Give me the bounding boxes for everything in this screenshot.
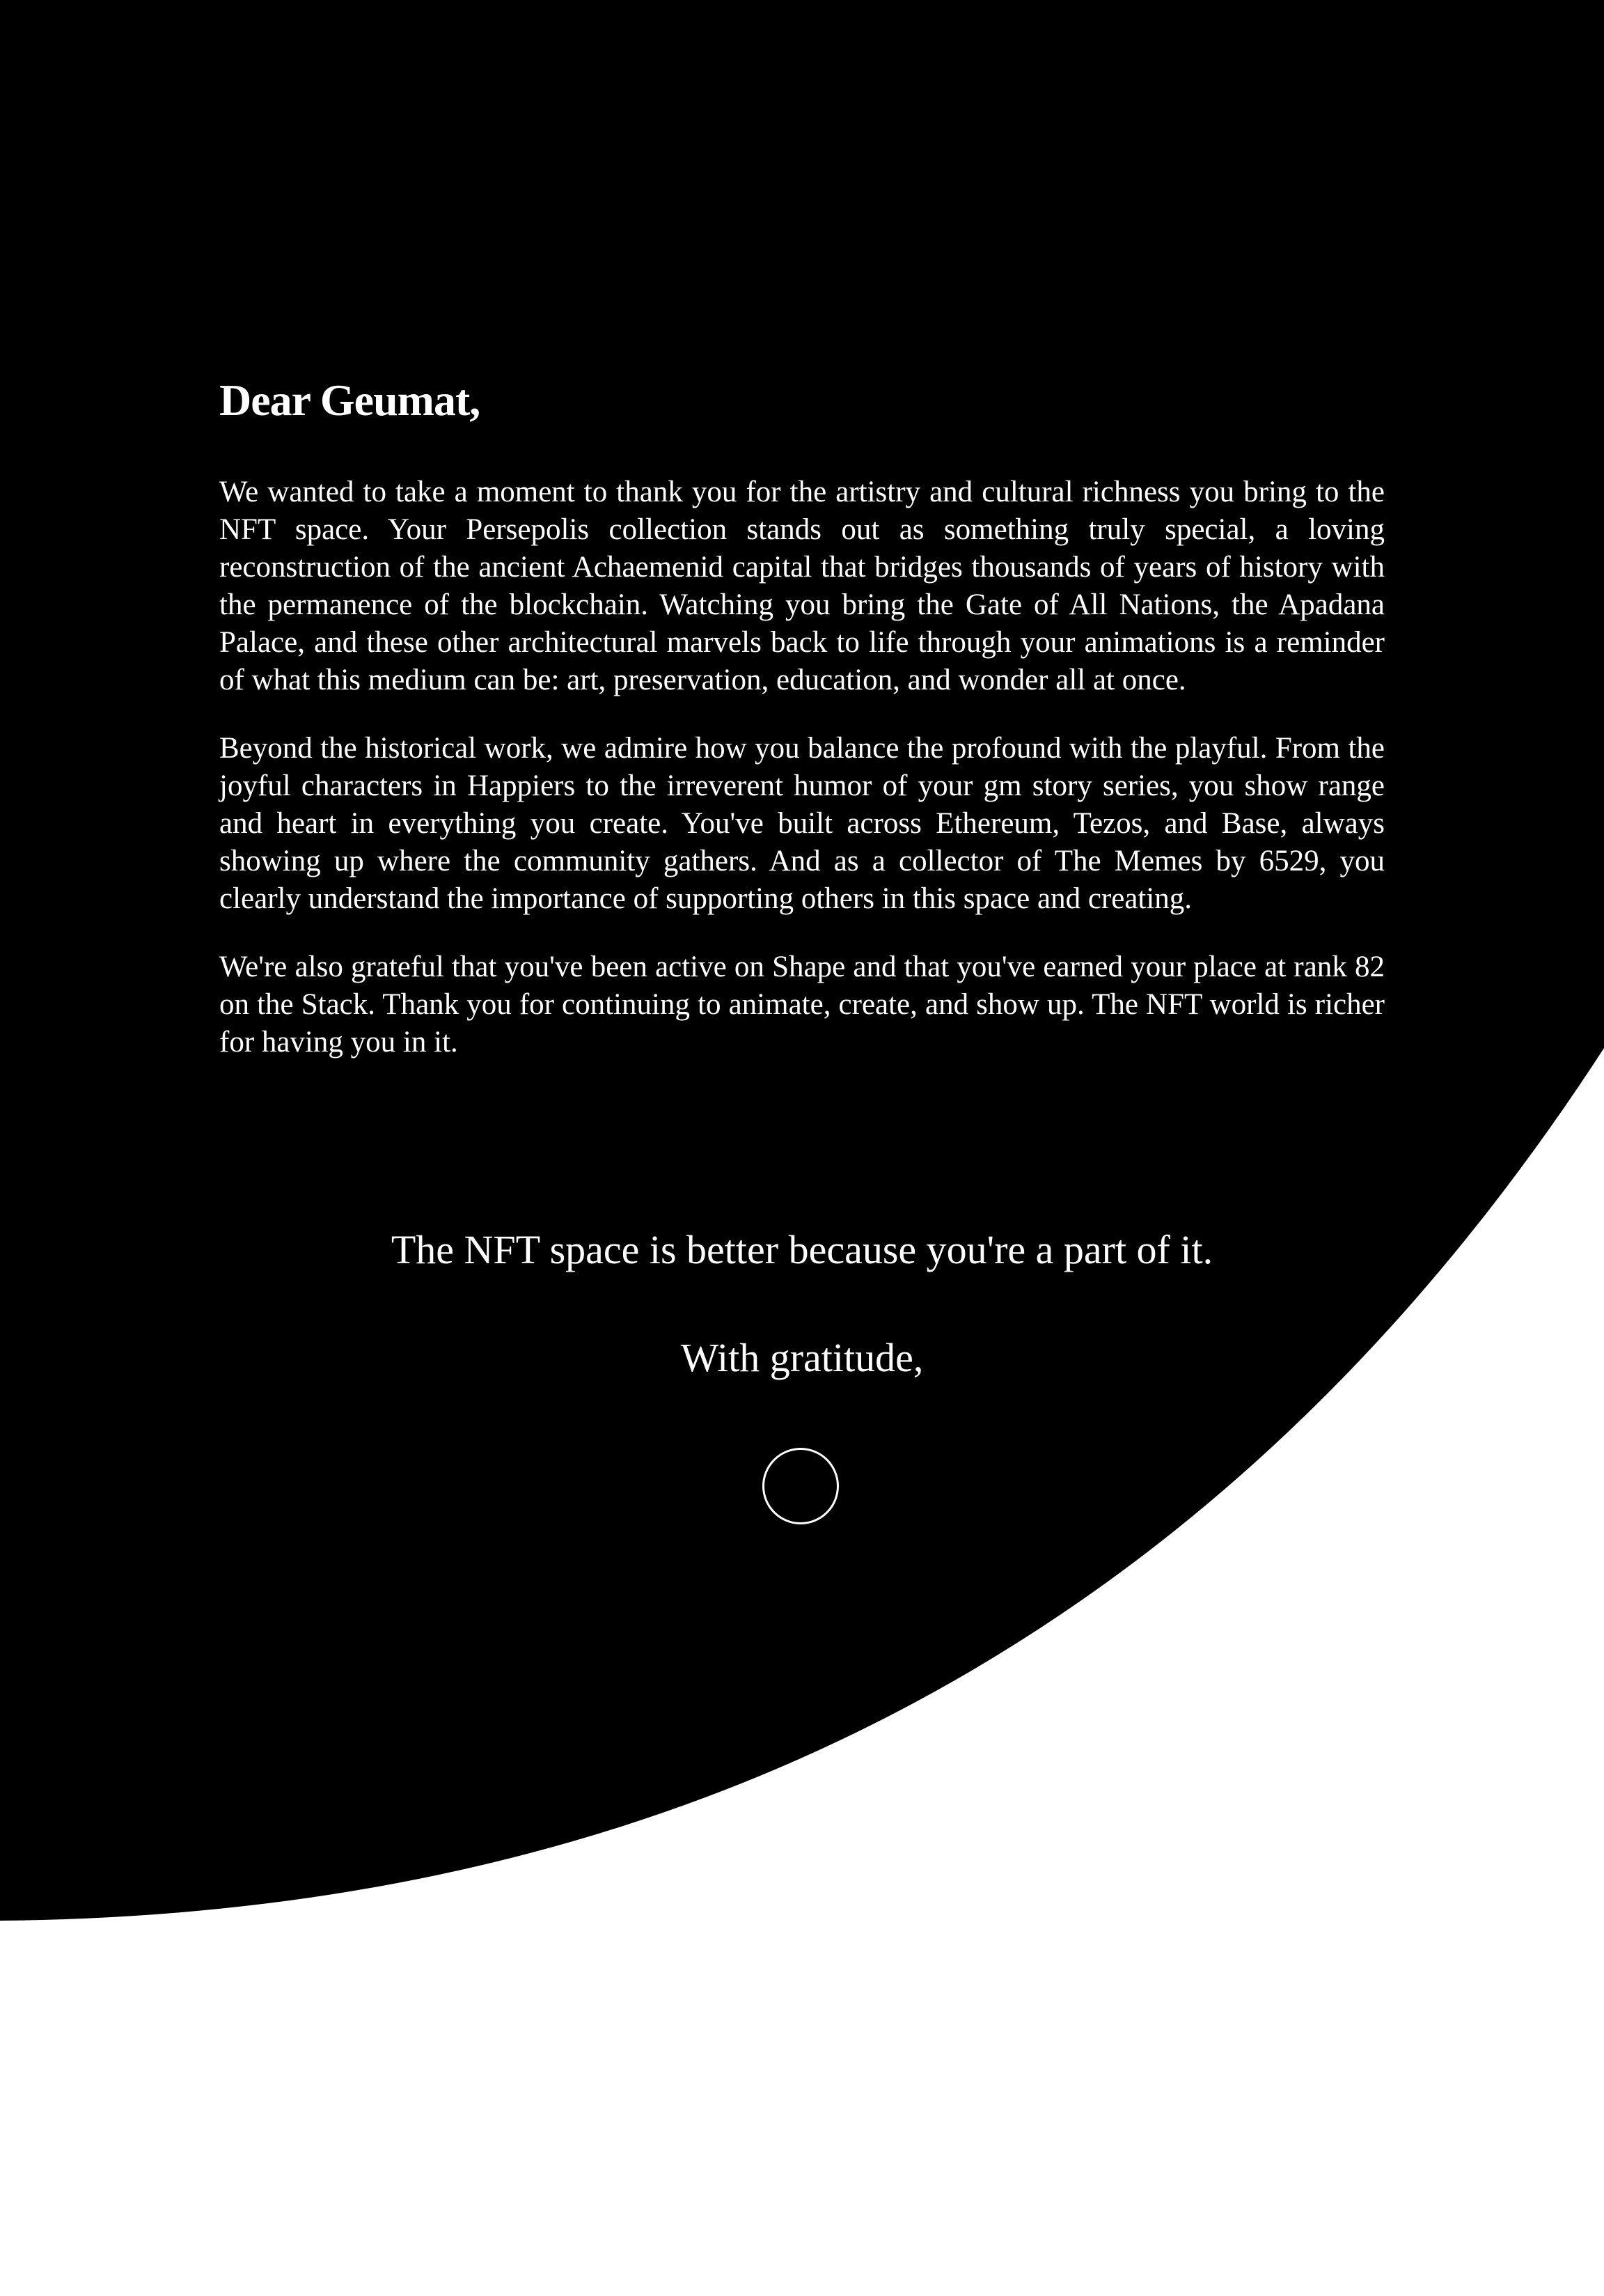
closing-line: The NFT space is better because you're a part of it. xyxy=(391,1227,1213,1272)
paragraph-1: We wanted to take a moment to thank you for the artistry and cultural richness you bring to the NFT space. Your Persepolis collection stands out as something truly special, a loving reconstruction of the ancient Achaemenid capital that bridges thousands of years of history with the permanence of the blockchain. Watching you bring the Gate of All Nations, the Apadana Palace, and these other architectural marvels back to life through your animations is a reminder of what this medium can be: art, preservation, education, and wonder all at once. xyxy=(219,476,1385,696)
signature-circle-icon xyxy=(762,1448,839,1524)
paragraph-3: We're also grateful that you've been active on Shape and that you've earned your place at rank 82 on the Stack. Thank you for continuing to animate, create, and show up. The NFT world is richer for having you in it. xyxy=(219,951,1385,1059)
paragraph-2: Beyond the historical work, we admire how you balance the profound with the playful. From the joyful characters in Happiers to the irreverent humor of your gm story series, you show range and heart in everything you create. You've built across Ethereum, Tezos, and Base, always showing up where the community gathers. And as a collector of The Memes by 6529, you clearly understand the importance of supporting others in this space and creating. xyxy=(219,732,1385,915)
greeting: Dear Geumat, xyxy=(219,375,480,425)
letter-body xyxy=(219,369,1385,1092)
signoff: With gratitude, xyxy=(680,1335,924,1380)
